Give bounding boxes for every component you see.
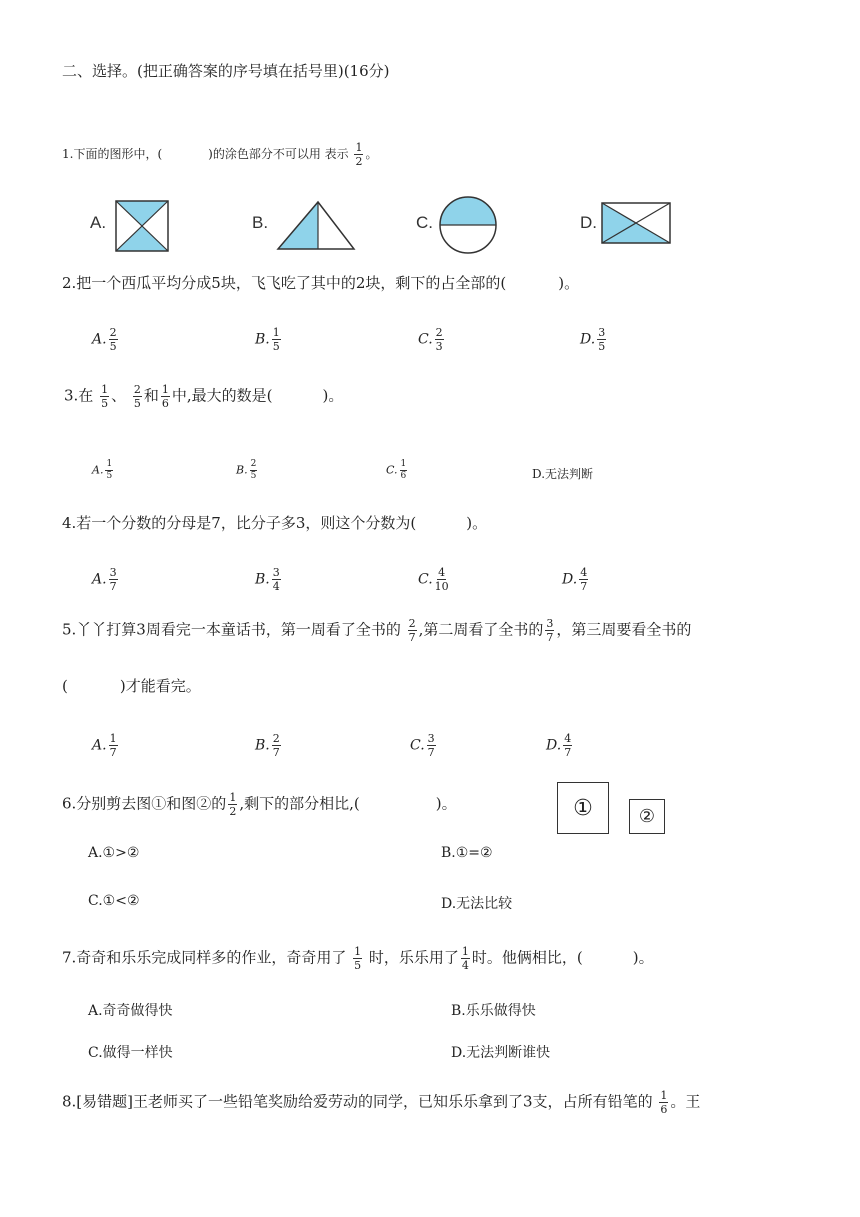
q3-option-d: D.无法判断 <box>532 467 594 481</box>
question-2: 2.把一个西瓜平均分成5块，飞飞吃了其中的2块，剩下的占全部的( )。 <box>62 274 580 292</box>
question-3: 3.在 $\frac{1}{5}$ 、 $\frac{2}{5}$ 和 $\frac{1}{6}$ 中,最大的数是( )。 <box>64 383 344 410</box>
q2-option-b: B. $\frac{1}{5}$ <box>255 326 280 353</box>
question-1: 1.下面的图形中，( )的涂色部分不可以用 表示 $\frac{1}{2}$ 。 <box>62 141 378 168</box>
question-5-line-1: 5.丫丫打算3周看完一本童话书，第一周看了全书的 $\frac{2}{7}$ ,第二周看了全书的 $\frac{3}{7}$ ，第三周要看全书的 <box>62 617 692 644</box>
q5-option-a: A. $\frac{1}{7}$ <box>92 732 117 759</box>
q6-option-b: B.①=② <box>441 845 493 861</box>
q7-option-a: A.奇奇做得快 <box>88 1003 173 1019</box>
q2-option-d: D. $\frac{3}{5}$ <box>580 326 606 353</box>
fraction: $\frac{1}{2}$ <box>355 141 363 168</box>
q5-option-b: B. $\frac{2}{7}$ <box>255 732 280 759</box>
question-6: 6.分别剪去图①和图②的 $\frac{1}{2}$ ,剩下的部分相比,( )。 <box>62 791 457 818</box>
q4-option-b: B. $\frac{3}{4}$ <box>255 566 280 593</box>
q7-option-d: D.无法判断谁快 <box>451 1045 551 1061</box>
q3-option-a: A. $\frac{1}{5}$ <box>92 459 113 481</box>
q4-option-a: A. $\frac{3}{7}$ <box>92 566 117 593</box>
q6-option-a: A.①>② <box>88 845 140 861</box>
question-7: 7.奇奇和乐乐完成同样多的作业，奇奇用了 $\frac{1}{5}$ 时，乐乐用了 $\frac{1}{4}$ 时。他俩相比，( )。 <box>62 945 654 972</box>
q3-option-b: B. $\frac{2}{5}$ <box>236 459 257 481</box>
q5-option-c: C. $\frac{3}{7}$ <box>410 732 435 759</box>
q7-option-c: C.做得一样快 <box>88 1045 173 1061</box>
q3-option-c: C. $\frac{1}{6}$ <box>386 459 407 481</box>
circle-icon <box>436 196 506 256</box>
question-8: 8.[易错题]王老师买了一些铅笔奖励给爱劳动的同学，已知乐乐拿到了3支，占所有铅笔的 $\frac{1}{6}$ 。王 <box>62 1089 701 1116</box>
section-title: 二、选择。(把正确答案的序号填在括号里)(16分) <box>62 62 390 80</box>
figure-2-square: ② <box>629 799 665 834</box>
q2-option-a: A. $\frac{2}{5}$ <box>92 326 117 353</box>
q7-option-b: B.乐乐做得快 <box>451 1003 536 1019</box>
question-4: 4.若一个分数的分母是7，比分子多3，则这个分数为( )。 <box>62 514 488 532</box>
q6-option-c: C.①<② <box>88 893 140 909</box>
question-5-line-2: ( )才能看完。 <box>62 677 201 695</box>
rectangle-x-icon <box>600 201 700 251</box>
figure-1-square: ① <box>557 782 609 834</box>
q6-option-d: D.无法比较 <box>441 896 513 912</box>
q2-option-c: C. $\frac{2}{3}$ <box>418 326 443 353</box>
square-x-icon <box>112 199 222 254</box>
q4-option-d: D. $\frac{4}{7}$ <box>562 566 588 593</box>
q5-option-d: D. $\frac{4}{7}$ <box>546 732 572 759</box>
triangle-icon <box>272 199 372 254</box>
q4-option-c: C. $\frac{4}{10}$ <box>418 566 449 593</box>
